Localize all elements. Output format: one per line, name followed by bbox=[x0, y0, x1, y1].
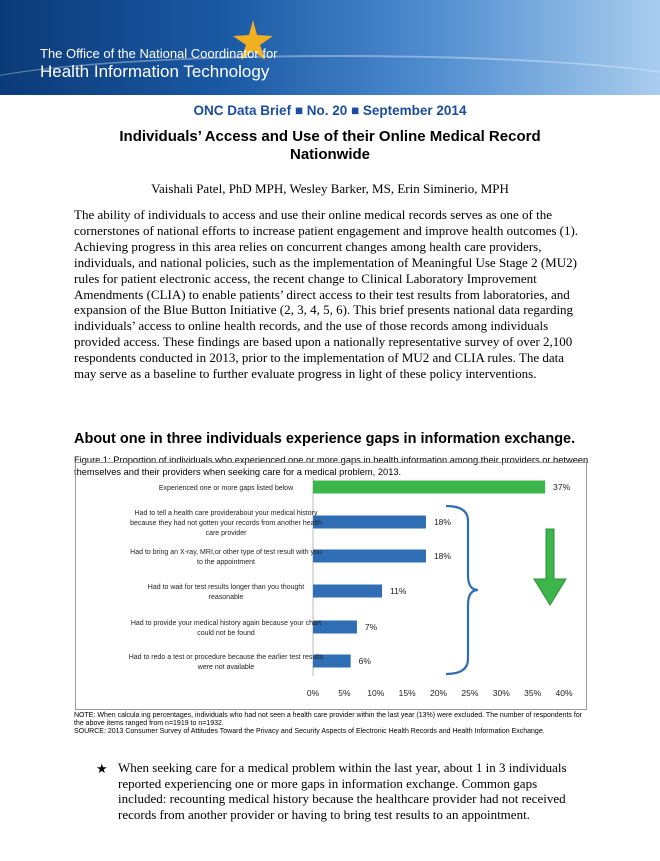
category-label-1-1: because they had not gotten your records from another health bbox=[130, 520, 322, 527]
category-label-2-1: to the appointment bbox=[197, 559, 255, 566]
intro-paragraph: The ability of individuals to access and use their online medical records serves as one of the cornerstones of national efforts to increase patient engagement and improve health outcomes (1). Achieving progress in this area relies on concurrent changes among health care providers, individuals, and national policies, such as the implementation of Meaningful Use Stage 2 (MU2) rules for patient electronic access, the recent change to Clinical Laboratory Improvement Amendments (CLIA) to enable patients’ direct access to their test results from laboratories, and expansion of the Blue Button Initiative (2, 3, 4, 5, 6). This brief presents national data regarding individuals’ access to online health records, and the use of those records among individuals provided access. These findings are based upon a nationally representative survey of over 2,100 respondents conducted in 2013, prior to the implementation of MU2 and CLIA rules. The data may serve as a baseline to further evaluate progress in light of these policy interventions. bbox=[74, 207, 579, 382]
bullet-text: When seeking care for a medical problem within the last year, about 1 in 3 individuals reported experiencing one or more gaps in information exchange. Common gaps included: recounting medical history because the healthcare provider had not received records from another provider or having to bring test results to an appointment. bbox=[118, 760, 567, 822]
category-label-3-0: Had to wait for test results longer than you thought bbox=[147, 584, 305, 591]
bar-0 bbox=[313, 481, 545, 494]
authors: Vaishali Patel, PhD MPH, Wesley Barker, MS, Erin Siminerio, MPH bbox=[151, 181, 509, 196]
x-tick-label-3: 15% bbox=[398, 688, 416, 698]
page-title: Individuals’ Access and Use of their Online Medical Record Nationwide bbox=[119, 128, 541, 163]
x-tick-label-7: 35% bbox=[524, 688, 542, 698]
brief-issue-line: ONC Data Brief ■ No. 20 ■ September 2014 bbox=[193, 103, 467, 118]
x-tick-label-0: 0% bbox=[306, 688, 320, 698]
category-label-5-1: were not available bbox=[197, 664, 255, 671]
star-bullet-icon: ★ bbox=[96, 761, 108, 776]
category-label-5-0: Had to redo a test or procedure because the earlier test results bbox=[128, 654, 324, 661]
x-tick-label-8: 40% bbox=[555, 688, 573, 698]
category-label-0-0: Experienced one or more gaps listed below bbox=[158, 485, 294, 492]
bracket-shape bbox=[446, 506, 478, 674]
figure-caption: Figure 1: Proportion of individuals who experienced one or more gaps in health information among their providers or between themselves and their providers when seeking care for a medical problem, 2013. bbox=[74, 455, 589, 477]
arrow-shape bbox=[534, 529, 566, 605]
bar-1 bbox=[313, 516, 426, 529]
x-tick-label-1: 5% bbox=[338, 688, 351, 698]
category-label-3-1: reasonable bbox=[208, 594, 244, 601]
source-line: SOURCE: 2013 Consumer Survey of Attitudes Toward the Privacy and Security Aspects of Electronic Health Records and Health Information Exchange. bbox=[74, 728, 545, 736]
bar-3 bbox=[313, 585, 382, 598]
figure-1-chart bbox=[75, 462, 587, 710]
category-label-2-0: Had to bring an X-ray, MRI,or other type of test result with you bbox=[130, 549, 322, 556]
category-label-4-0: Had to provide your medical history again because your chart bbox=[130, 620, 322, 627]
category-label-4-1: could not be found bbox=[197, 630, 255, 637]
x-tick-label-2: 10% bbox=[367, 688, 385, 698]
org-name-line1: The Office of the National Coordinator for bbox=[40, 46, 278, 61]
org-name-line2: Health Information Technology bbox=[40, 62, 270, 81]
figure-notes bbox=[74, 712, 589, 737]
value-label-3: 11% bbox=[390, 586, 407, 596]
value-label-2: 18% bbox=[433, 551, 451, 561]
x-tick-label-6: 30% bbox=[492, 688, 510, 698]
category-label-1-0: Had to tell a health care providerabout your medical history bbox=[134, 510, 318, 517]
note-line: NOTE: When calcula ing percentages, individuals who had not seen a health care provider within the last year (13%) were excluded. The number of respondents for the above items ranged from n=1919 to n=1932. bbox=[74, 712, 583, 728]
value-label-0: 37% bbox=[553, 482, 571, 492]
x-tick-label-5: 25% bbox=[461, 688, 479, 698]
x-tick-label-4: 20% bbox=[429, 688, 448, 698]
category-label-1-2: care provider bbox=[205, 530, 247, 537]
bar-chart-svg bbox=[76, 463, 586, 709]
value-label-1: 18% bbox=[433, 517, 451, 527]
onc-banner bbox=[0, 0, 660, 95]
section-heading: About one in three individuals experience gaps in information exchange. bbox=[74, 431, 576, 447]
value-label-5: 6% bbox=[358, 656, 371, 666]
bar-2 bbox=[313, 550, 426, 563]
value-label-4: 7% bbox=[364, 622, 378, 632]
